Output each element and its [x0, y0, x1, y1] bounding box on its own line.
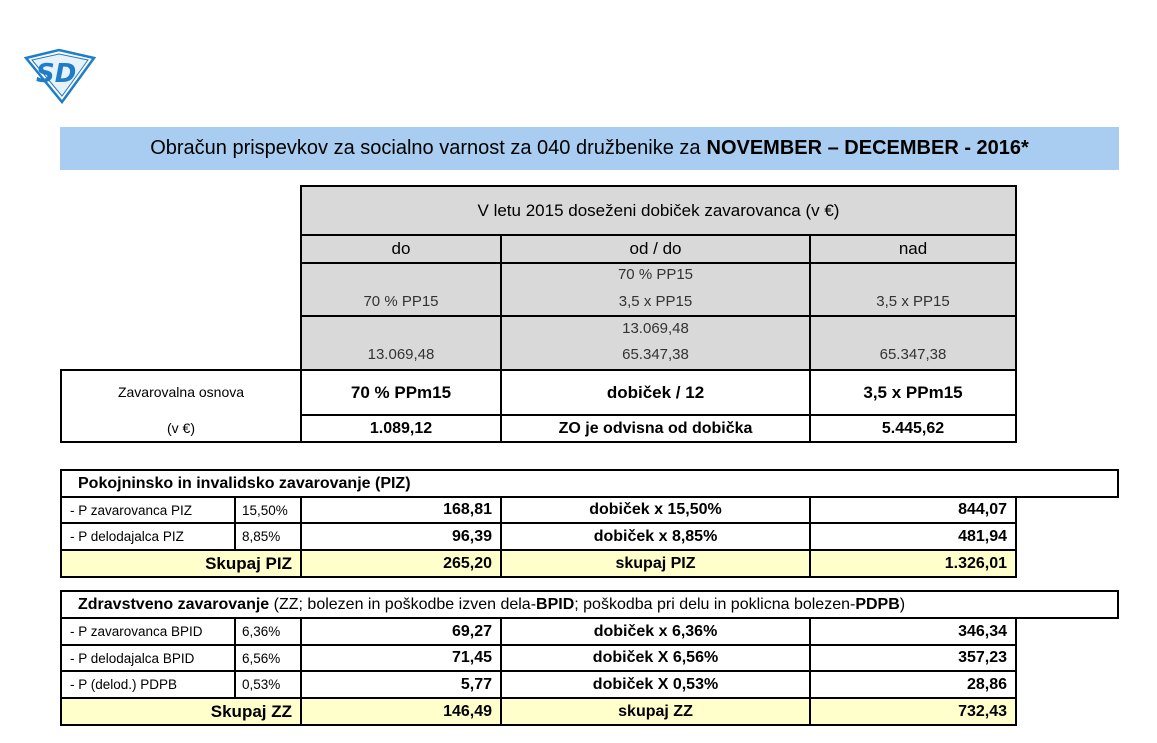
company-logo: [22, 48, 96, 104]
zz-title-part: (ZZ; bolezen in poškodbe izven dela-: [269, 595, 537, 613]
piz-row-max: 481,94: [809, 522, 1017, 551]
zz-row-amount: 71,45: [300, 644, 502, 672]
zz-total-amount: 146,49: [300, 697, 502, 726]
piz-row-formula: dobiček x 8,85%: [500, 522, 811, 551]
piz-row-formula: dobiček x 15,50%: [500, 496, 811, 524]
zz-total-formula: skupaj ZZ: [500, 697, 811, 726]
income-table-header: V letu 2015 doseženi dobiček zavarovanca (v €): [300, 185, 1017, 236]
threshold-do-pp15: 70 % PP15: [363, 293, 439, 310]
threshold-nad-amount: 65.347,38: [879, 346, 947, 363]
title-prefix: Obračun prispevkov za socialno varnost za 040 družbenike za: [150, 137, 701, 159]
threshold-nad-pp15: 3,5 x PP15: [876, 293, 950, 310]
piz-row-amount: 168,81: [300, 496, 502, 524]
zz-row-rate: 6,56%: [234, 644, 302, 672]
piz-row-amount: 96,39: [300, 522, 502, 551]
piz-row-rate: 15,50%: [234, 496, 302, 524]
zz-row-label: - P (delod.) PDPB: [60, 670, 236, 699]
zz-total-label: Skupaj ZZ: [60, 697, 302, 726]
threshold-od-amount: 13.069,48: [622, 320, 689, 337]
threshold-do-amount: 13.069,48: [367, 346, 435, 363]
basis-formula-od-do: dobiček / 12: [500, 369, 811, 416]
piz-section-title: Pokojninsko in invalidsko zavarovanje (PIZ): [60, 469, 1119, 498]
zz-section-title: [60, 590, 1119, 619]
basis-value-od-do: ZO je odvisna od dobička: [500, 414, 811, 443]
zz-title-pdpb: PDPB: [855, 595, 900, 613]
piz-row-label: - P delodajalca PIZ: [60, 522, 236, 551]
zz-row-formula: dobiček X 0,53%: [500, 670, 811, 699]
threshold-do-pp15-max: 3,5 x PP15: [618, 293, 693, 310]
basis-value-do: 1.089,12: [300, 414, 502, 443]
zz-row-label: - P delodajalca BPID: [60, 644, 236, 672]
basis-label: Zavarovalna osnova: [117, 384, 245, 400]
zz-title-part: ; poškodba pri delu in poklicna bolezen-: [574, 595, 856, 613]
zz-row-amount: 69,27: [300, 617, 502, 646]
title-period: NOVEMBER – DECEMBER - 2016*: [706, 137, 1029, 159]
column-do: do: [300, 234, 502, 264]
zz-title-main: Zdravstveno zavarovanje: [78, 595, 270, 613]
piz-row-max: 844,07: [809, 496, 1017, 524]
zz-row-formula: dobiček x 6,36%: [500, 617, 811, 646]
svg-text:SD: SD: [36, 59, 77, 89]
zz-row-formula: dobiček X 6,56%: [500, 644, 811, 672]
zz-title-bpid: BPID: [536, 595, 575, 613]
column-nad: nad: [809, 234, 1017, 264]
page-title: [60, 127, 1119, 170]
piz-total-max: 1.326,01: [809, 549, 1017, 578]
basis-value-nad: 5.445,62: [809, 414, 1017, 443]
zz-row-amount: 5,77: [300, 670, 502, 699]
zz-row-rate: 0,53%: [234, 670, 302, 699]
basis-formula-do: 70 % PPm15: [300, 369, 502, 416]
column-od-do: od / do: [500, 234, 811, 264]
piz-row-rate: 8,85%: [234, 522, 302, 551]
basis-unit: (v €): [167, 420, 195, 436]
threshold-od-pp15: 70 % PP15: [617, 266, 694, 283]
threshold-do-amount-max: 65.347,38: [622, 346, 689, 363]
zz-row-label: - P zavarovanca BPID: [60, 617, 236, 646]
zz-row-rate: 6,36%: [234, 617, 302, 646]
zz-row-max: 357,23: [809, 644, 1017, 672]
zz-total-max: 732,43: [809, 697, 1017, 726]
piz-total-amount: 265,20: [300, 549, 502, 578]
zz-title-end: ): [899, 595, 906, 613]
piz-row-label: - P zavarovanca PIZ: [60, 496, 236, 524]
basis-formula-nad: 3,5 x PPm15: [809, 369, 1017, 416]
piz-total-label: Skupaj PIZ: [60, 549, 302, 578]
zz-row-max: 346,34: [809, 617, 1017, 646]
piz-total-formula: skupaj PIZ: [500, 549, 811, 578]
zz-row-max: 28,86: [809, 670, 1017, 699]
